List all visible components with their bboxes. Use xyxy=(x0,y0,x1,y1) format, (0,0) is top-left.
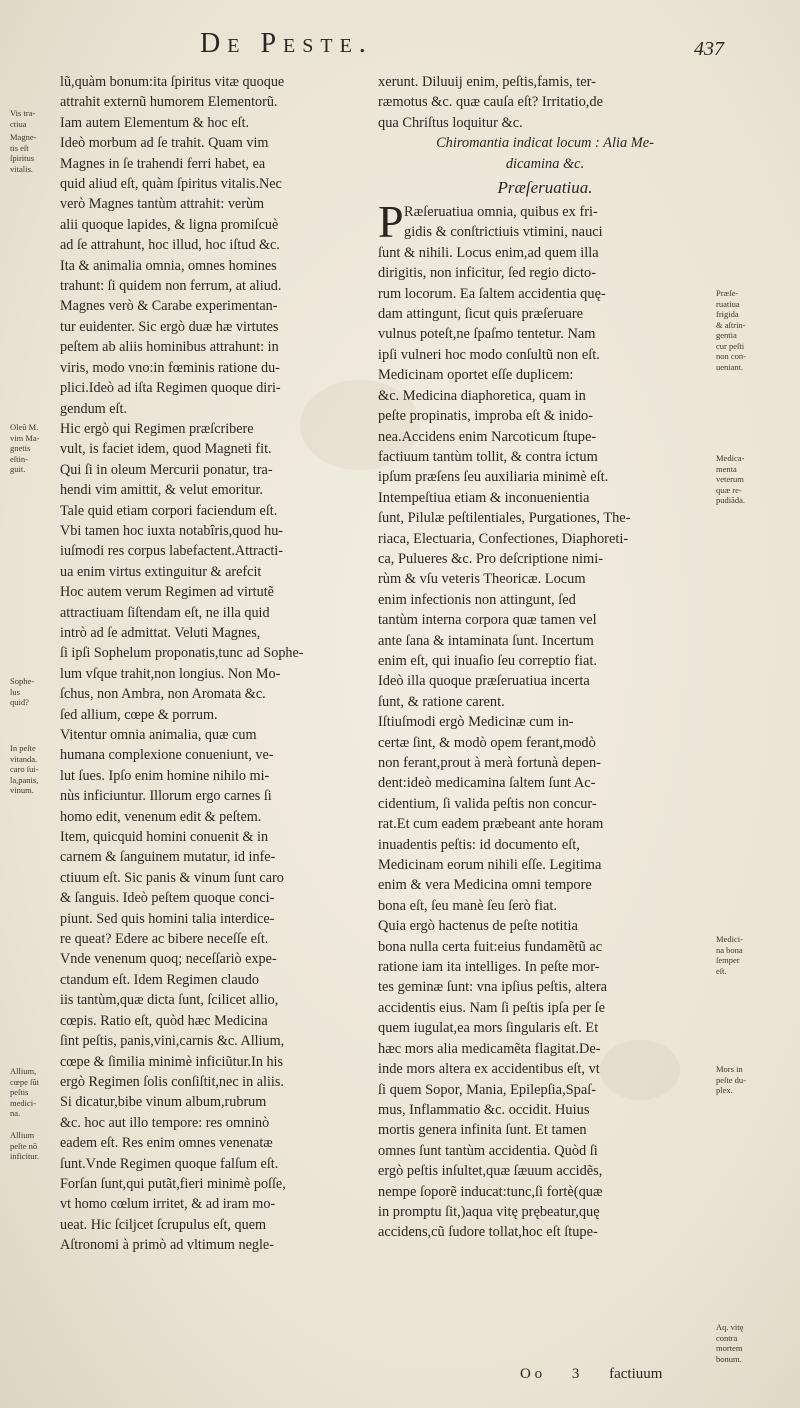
marginal-note: Magne- tis eſt ſpiritus vitalis. xyxy=(10,132,37,174)
text-line: cœpis. Ratio eſt, quòd hæc Medicina xyxy=(60,1012,268,1029)
text-line: ſint peſtis, panis,vini,carnis &c. Allium, xyxy=(60,1033,285,1050)
text-line: alii quoque lapides, & ligna promiſcuè xyxy=(60,216,279,233)
text-line: verò Magnes tantùm attrahit: verùm xyxy=(60,196,265,213)
text-line: Medicinam eorum nihili eſſe. Legitima xyxy=(378,857,602,874)
text-line: vulnus poteſt,ne ſpaſmo tentetur. Nam xyxy=(378,326,596,343)
text-line: Magnes verò & Carabe experimentan- xyxy=(60,298,278,315)
text-line: Ita & animalia omnia, omnes homines xyxy=(60,257,277,274)
text-line: vult, is faciet idem, quod Magneti fit. xyxy=(60,441,272,458)
text-line: ad ſe attrahunt, hoc illud, hoc iſtud &c. xyxy=(60,237,280,254)
text-line: omnes ſunt tantùm accidentia. Quòd ſi xyxy=(378,1142,598,1159)
text-line: ræmotus &c. quæ cauſa eſt? Irritatio,de xyxy=(378,94,603,111)
text-line: ueat. Hic ſciljcet ſcrupulus eſt, quem xyxy=(60,1216,267,1233)
left-column xyxy=(60,72,363,1256)
text-line: cœpe & ſimilia minimè inficiũtur.In his xyxy=(60,1053,284,1070)
text-line: carnem & ſanguinem mutatur, id infe- xyxy=(60,849,276,866)
text-line: ante ſana & intaminata ſunt. Incertum xyxy=(378,632,594,649)
text-line: Vnde venenum quoq; neceſſariò expe- xyxy=(60,951,277,968)
text-line: dent:ideò medicamina ſaltem ſunt Ac- xyxy=(378,775,596,792)
text-line: gendum eſt. xyxy=(60,400,127,417)
text-line: Forſan ſunt,qui putãt,fieri minimè poſſe, xyxy=(60,1175,286,1192)
text-line: Intempeſtiua etiam & inconuenientia xyxy=(378,489,590,506)
marginal-note: Oleũ M. vim Ma- gnetis eſtin- guit. xyxy=(10,422,40,474)
marginal-note: Medici- na bona ſemper eſt. xyxy=(716,934,743,976)
text-line: certæ ſint, & modò opem ferant,modò xyxy=(378,734,596,751)
marginal-note: Sophe- lus quid? xyxy=(10,676,35,707)
text-line: Iſtiuſmodi ergò Medicinæ cum in- xyxy=(378,714,574,731)
text-line: tantùm interna corpora quæ tamen vel xyxy=(378,612,597,629)
marginal-note: Præſe- ruatiua frigida & aſtrin- gentia cur peſti non con- ueniant. xyxy=(716,288,746,372)
text-line: nea.Accidens enim Narcoticum ſtupe- xyxy=(378,428,597,445)
text-line: ipſi vulneri hoc modo conſultũ non eſt. xyxy=(378,346,600,363)
text-line: ca, Pulueres &c. Pro deſcriptione nimi- xyxy=(378,550,603,567)
text-line: ratione iam ita intelliges. In peſte mor- xyxy=(378,959,600,976)
text-line: piunt. Sed quis homini talia interdice- xyxy=(60,910,275,927)
catchword: factiuum xyxy=(609,1366,663,1382)
text-line: Quia ergò hactenus de peſte notitia xyxy=(378,918,578,935)
text-line: Iam autem Elementum & hoc eſt. xyxy=(60,114,250,131)
text-line: & ſanguis. Ideò peſtem quoque conci- xyxy=(60,890,275,907)
text-line: Magnes in ſe trahendi ferri habet, ea xyxy=(60,155,266,172)
text-line: riaca, Electuaria, Confectiones, Diaphoreti- xyxy=(378,530,629,547)
text-line: bona nulla certa fuit:eius fundamẽtũ ac xyxy=(378,938,603,955)
text-line: ipſum præſens ſeu auxiliaria minimè eſt. xyxy=(378,469,609,486)
text-line: quid aliud eſt, quàm ſpiritus vitalis.Nec xyxy=(60,176,282,193)
text-line: hæc mors alia medicamẽta flagitat.De- xyxy=(378,1040,601,1057)
text-line: Ideò illa quoque præſeruatiua incerta xyxy=(378,673,590,690)
text-line: xerunt. Diluuij enim, peſtis,famis, ter- xyxy=(378,74,596,90)
text-line: plici.Ideò ad iſta Regimen quoque diri- xyxy=(60,380,281,397)
text-line: ctiuum eſt. Sic panis & vinum ſunt caro xyxy=(60,869,284,886)
text-line: ſunt, & ratione carent. xyxy=(378,693,505,710)
marginal-note: Allium, cœpe ſũt peſtis medici- na. xyxy=(10,1066,40,1118)
text-line: gidis & conſtrictiuis vtimini, nauci xyxy=(404,224,603,241)
text-line: nùs inficiuntur. Illorum ergo carnes ſi xyxy=(60,788,272,805)
text-line: viris, modo vno:in fœminis ratione du- xyxy=(60,359,280,376)
text-line: tur euidenter. Sic ergò duæ hæ virtutes xyxy=(60,318,279,335)
running-head: De Peste. xyxy=(200,28,373,59)
text-line: Tale quid etiam corpori faciendum eſt. xyxy=(60,502,278,519)
marginal-note: Medica- menta veterum quæ re- pudiãda. xyxy=(716,453,746,505)
text-line: dirigitis, non inficitur, ſed regio dicto- xyxy=(378,265,597,282)
text-line: Chiromantia indicat locum : Alia Me- xyxy=(436,135,654,152)
text-line: ſunt, Pilulæ peſtilentiales, Purgationes, The- xyxy=(378,510,631,527)
page-number: 437 xyxy=(694,38,724,60)
marginal-note: In peſte vitanda. caro ſui- la,panis, vinum. xyxy=(10,743,39,795)
text-line: rùm & vſu veteris Theoricæ. Locum xyxy=(378,571,586,588)
text-line: hendi vim amittit, & velut emoritur. xyxy=(60,482,263,499)
text-line: Hoc autem verum Regimen ad virtutẽ xyxy=(60,584,274,601)
marginal-note: Vis tra- ctiua xyxy=(10,108,36,129)
text-line: non ferant,prout à merà fortunà depen- xyxy=(378,755,601,771)
text-line: inde mors altera ex accidentibus eſt, vt xyxy=(378,1061,600,1078)
text-line: qua Chriſtus loquitur &c. xyxy=(378,114,523,131)
text-line: enim eſt, qui inuaſio ſeu correptio fiat. xyxy=(378,652,597,669)
text-line: attrahit externũ humorem Elementorũ. xyxy=(60,94,278,111)
text-line: Aſtronomi à primò ad vltimum negle- xyxy=(60,1237,274,1254)
right-column xyxy=(378,72,712,1243)
text-line: rat.Et cum eadem præbeant ante horam xyxy=(378,816,604,833)
text-line: ergò Regimen ſolis conſiſtit,nec in aliis. xyxy=(60,1073,284,1090)
section-heading: Præſeruatiua. xyxy=(497,178,593,198)
text-line: Vitentur omnia animalia, quæ cum xyxy=(60,727,257,743)
text-line: &c. Medicina diaphoretica, quam in xyxy=(378,387,586,404)
text-line: lut ſues. Ipſo enim homine nihilo mi- xyxy=(60,767,270,784)
marginal-note: Aq. vitę contra mortem bonum. xyxy=(716,1322,744,1364)
text-line: peſte propinatis, improba eſt & inido- xyxy=(378,408,594,425)
text-line: Item, quicquid homini conuenit & in xyxy=(60,829,269,846)
text-line: homo edit, venenum edit & peſtem. xyxy=(60,808,262,825)
text-line: nempe ſoporẽ inducat:tunc,ſi fortè(quæ xyxy=(378,1183,603,1200)
text-line: factiuum tantùm tollit, & contra ictum xyxy=(378,448,598,465)
text-line: lum vſque trahit,non longius. Non Mo- xyxy=(60,665,281,682)
text-line: enim infectionis non attingunt, ſed xyxy=(378,591,576,608)
text-line: ſunt & nihili. Locus enim,ad quem illa xyxy=(378,244,599,261)
text-line: tes geminæ ſunt: vna ipſius peſtis, altera xyxy=(378,979,608,996)
text-line: Qui ſi in oleum Mercurii ponatur, tra- xyxy=(60,461,273,478)
text-line: cidentium, ſi valida peſtis non concur- xyxy=(378,795,597,812)
text-line: ſi ipſi Sophelum proponatis,tunc ad Sophe- xyxy=(60,645,304,662)
drop-cap: P xyxy=(378,196,404,248)
text-line: Ideò morbum ad ſe trahit. Quam vim xyxy=(60,135,269,152)
text-line: Ræſeruatiua omnia, quibus ex fri- xyxy=(404,204,598,221)
text-line: attractiuam ſiſtendam eſt, ne illa quid xyxy=(60,604,270,621)
text-line: accidens,cũ ſudore tollat,hoc eſt ſtupe- xyxy=(378,1224,598,1241)
text-line: mortis genera infinita ſunt. Et tamen xyxy=(378,1122,587,1139)
text-line: Hic ergò qui Regimen præſcribere xyxy=(60,420,254,437)
text-line: peſtem ab aliis hominibus attrahunt: in xyxy=(60,339,279,356)
signature-mark: O o xyxy=(520,1366,543,1382)
text-line: ergò peſtis inſultet,quæ ſæuum accidẽs, xyxy=(378,1163,603,1180)
text-line: iis tantùm,quæ dicta ſunt, ſcilicet allio, xyxy=(60,992,279,1009)
text-line: dicamina &c. xyxy=(505,155,585,172)
text-line: mus, Inflammatio &c. occidit. Huius xyxy=(378,1101,590,1118)
signature-number: 3 xyxy=(571,1366,580,1382)
text-line: iuſmodi res corpus labefactent.Attracti- xyxy=(60,543,283,560)
text-line: Si dicatur,bibe vinum album,rubrum xyxy=(60,1094,267,1111)
marginal-note: Allium peſte nõ inficitur. xyxy=(10,1130,40,1161)
text-line: bona eſt, ſeu manè ſeu ſerò fiat. xyxy=(378,897,558,914)
text-line: humana complexione conueniunt, ve- xyxy=(60,747,274,764)
text-line: eadem eſt. Res enim omnes venenatæ xyxy=(60,1135,273,1152)
text-line: ſunt.Vnde Regimen quoque falſum eſt. xyxy=(60,1155,279,1172)
text-line: intrò ad ſe admittat. Veluti Magnes, xyxy=(60,624,261,641)
text-line: Vbi tamen hoc iuxta notabîris,quod hu- xyxy=(60,522,284,539)
text-line: inuadentis peſtis: id documento eſt, xyxy=(378,836,580,853)
text-line: trahunt: ſi quidem non ferrum, at aliud. xyxy=(60,278,282,295)
text-line: ſchus, non Ambra, non Aromata &c. xyxy=(60,686,266,703)
text-line: in promptu ſit,)aqua vitę prębeatur,quę xyxy=(378,1203,600,1220)
text-line: quem iugulat,ea mors ſingularis eſt. Et xyxy=(378,1020,599,1037)
text-line: ſed allium, cœpe & porrum. xyxy=(60,706,218,723)
marginal-note: Mors in peſte du- plex. xyxy=(716,1064,746,1095)
text-line: &c. hoc aut illo tempore: res omninò xyxy=(60,1114,270,1131)
text-line: dam attingunt, ſicut quis præſeruare xyxy=(378,306,584,323)
text-line: lũ,quàm bonum:ita ſpiritus vitæ quoque xyxy=(60,74,285,90)
text-line: rum locorum. Ea ſaltem accidentia quę- xyxy=(378,285,606,302)
text-line: ctandum eſt. Idem Regimen claudo xyxy=(60,971,259,988)
text-line: vt homo cœlum irritet, & ad iram mo- xyxy=(60,1196,276,1213)
text-line: re queat? Edere ac bibere neceſſe eſt. xyxy=(60,931,269,948)
text-line: Medicinam oportet eſſe duplicem: xyxy=(378,367,574,384)
text-line: ua enim virtus extinguitur & arefcit xyxy=(60,563,262,580)
catchword-line xyxy=(520,1366,688,1383)
text-line: ſi quem Sopor, Mania, Epilepſia,Spaſ- xyxy=(378,1081,597,1098)
text-line: enim & vera Medicina omni tempore xyxy=(378,877,592,894)
text-line: accidentis eius. Nam ſi peſtis ipſa per ſe xyxy=(378,999,605,1016)
